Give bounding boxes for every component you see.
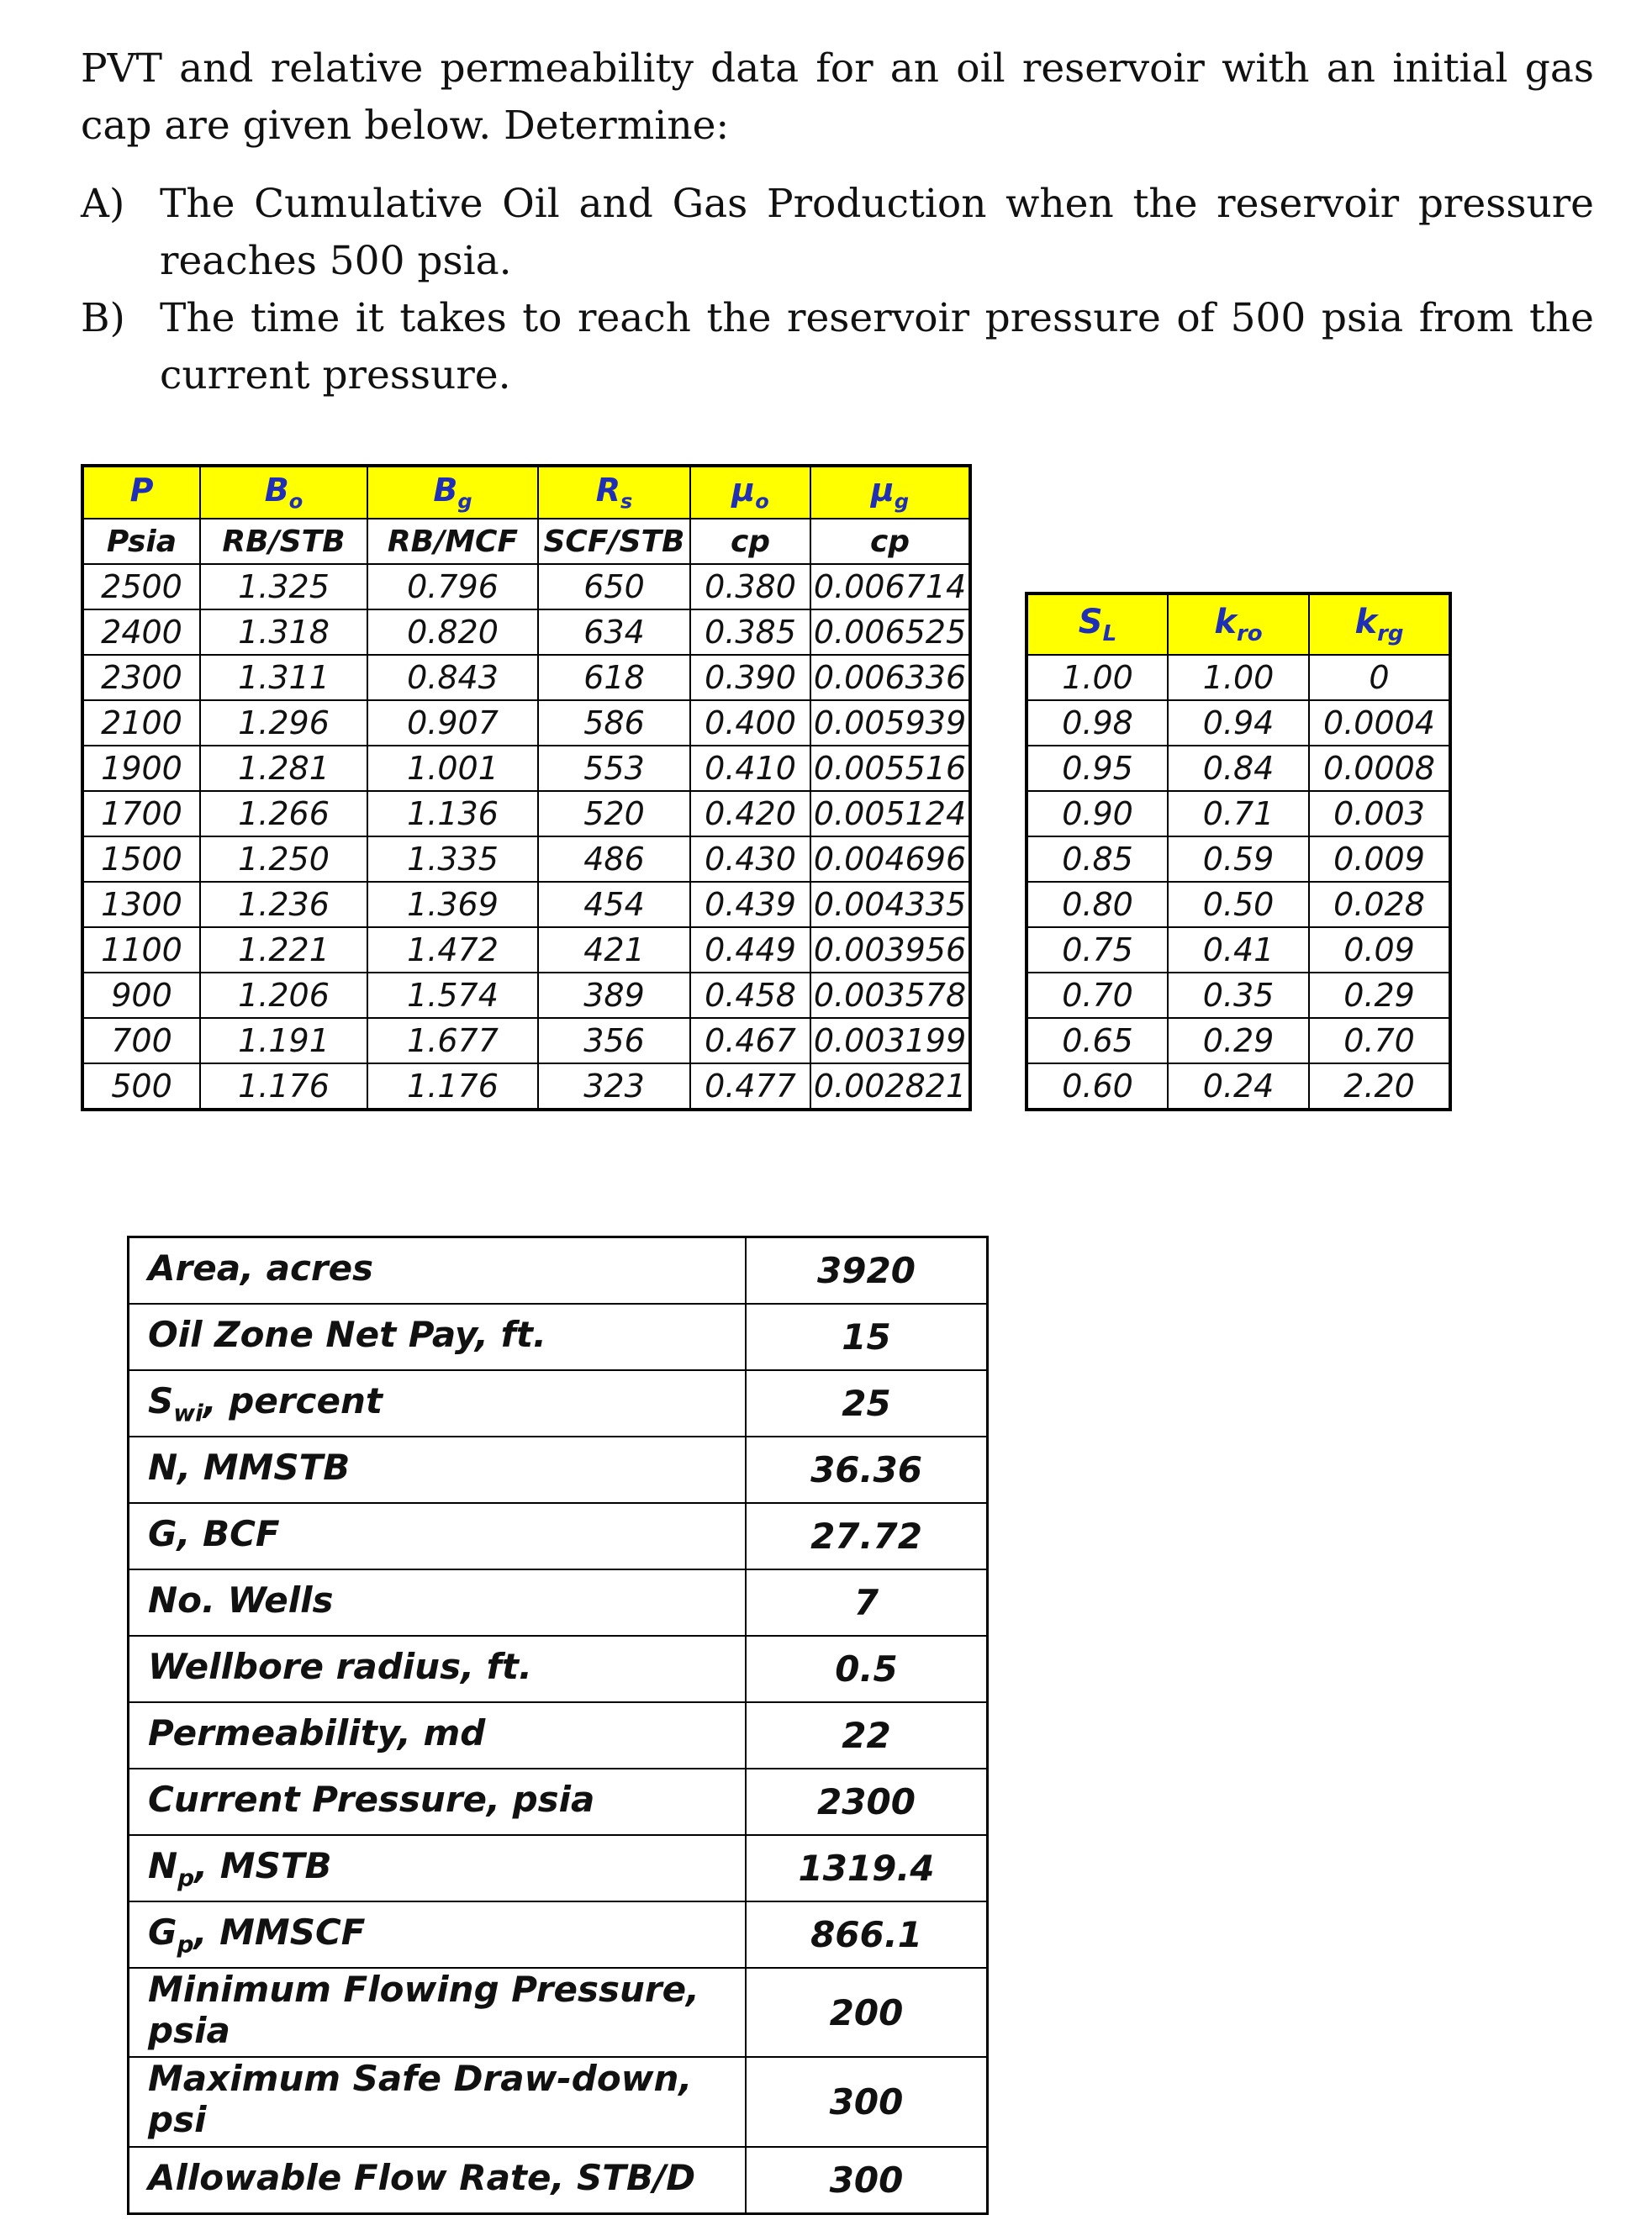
property-name-text: S	[148, 1379, 174, 1421]
pvt-row	[82, 655, 970, 700]
pvt-row	[82, 564, 970, 609]
pvt-cell: 634	[538, 609, 690, 655]
pvt-row	[82, 791, 970, 836]
pvt-unit-cell: RB/STB	[200, 519, 367, 564]
pvt-cell: 0.002821	[810, 1063, 970, 1110]
property-name	[129, 1968, 747, 2057]
pvt-cell: 1.335	[367, 836, 538, 882]
pvt-cell: 1500	[82, 836, 200, 882]
relperm-cell: 0.0004	[1309, 700, 1450, 746]
pvt-cell: 1.001	[367, 746, 538, 791]
pvt-cell: 1.369	[367, 882, 538, 927]
header-subscript: s	[620, 489, 633, 514]
relperm-cell: 0.84	[1168, 746, 1309, 791]
header-symbol: μ	[870, 472, 895, 509]
property-name	[129, 1769, 747, 1835]
relperm-cell: 0.80	[1027, 882, 1168, 927]
pvt-cell: 618	[538, 655, 690, 700]
property-value: 15	[746, 1304, 988, 1370]
pvt-cell: 0.006714	[810, 564, 970, 609]
intro-text: PVT and relative permeability data for an oil reservoir with an initial gas cap are given below. Determine:	[81, 45, 1594, 149]
relperm-row	[1027, 700, 1450, 746]
relperm-row	[1027, 1018, 1450, 1063]
pvt-cell: 0.449	[690, 927, 810, 973]
pvt-row	[82, 836, 970, 882]
property-name	[129, 1237, 747, 1305]
pvt-header-1	[200, 466, 367, 519]
pvt-cell: 1.221	[200, 927, 367, 973]
property-value: 25	[746, 1370, 988, 1437]
relperm-cell: 1.00	[1027, 655, 1168, 700]
header-symbol: μ	[731, 472, 756, 509]
relperm-cell: 0.98	[1027, 700, 1168, 746]
reservoir-properties-table	[127, 1236, 989, 2215]
relperm-cell: 0.95	[1027, 746, 1168, 791]
relperm-row	[1027, 882, 1450, 927]
property-name-text: Maximum Safe Draw-down, psi	[148, 2058, 693, 2141]
pvt-cell: 0.003199	[810, 1018, 970, 1063]
pvt-cell: 1.176	[367, 1063, 538, 1110]
pvt-header-4	[690, 466, 810, 519]
pvt-cell: 0.820	[367, 609, 538, 655]
pvt-cell: 520	[538, 791, 690, 836]
pvt-cell: 1.296	[200, 700, 367, 746]
property-name-text: Area, acres	[148, 1247, 374, 1289]
relperm-cell: 0.29	[1309, 973, 1450, 1018]
relperm-cell: 0.24	[1168, 1063, 1309, 1110]
property-value: 300	[746, 2147, 988, 2214]
property-name	[129, 1503, 747, 1569]
pvt-cell: 1.325	[200, 564, 367, 609]
pvt-header-0	[82, 466, 200, 519]
property-value: 1319.4	[746, 1835, 988, 1901]
property-value: 36.36	[746, 1437, 988, 1503]
relperm-row	[1027, 836, 1450, 882]
relperm-cell: 0.35	[1168, 973, 1309, 1018]
property-name-text: Allowable Flow Rate, STB/D	[148, 2156, 696, 2198]
pvt-cell: 454	[538, 882, 690, 927]
header-symbol: S	[1078, 603, 1103, 641]
relperm-cell: 0.29	[1168, 1018, 1309, 1063]
relperm-cell: 0.009	[1309, 836, 1450, 882]
header-symbol: R	[595, 472, 620, 509]
pvt-cell: 500	[82, 1063, 200, 1110]
pvt-unit-cell: cp	[690, 519, 810, 564]
property-row	[129, 1968, 988, 2057]
pvt-cell: 1.206	[200, 973, 367, 1018]
pvt-cell: 586	[538, 700, 690, 746]
pvt-cell: 421	[538, 927, 690, 973]
property-value: 27.72	[746, 1503, 988, 1569]
relperm-header-1	[1168, 593, 1309, 655]
property-name	[129, 1370, 747, 1437]
pvt-cell: 1.311	[200, 655, 367, 700]
pvt-cell: 0.390	[690, 655, 810, 700]
property-row	[129, 2147, 988, 2214]
property-name-text: G	[148, 1911, 177, 1953]
property-name-suffix: , MSTB	[194, 1844, 332, 1886]
property-name	[129, 1702, 747, 1769]
pvt-cell: 0.385	[690, 609, 810, 655]
pvt-units-row	[82, 519, 970, 564]
question-a	[81, 176, 1594, 290]
property-name	[129, 2147, 747, 2214]
relperm-cell: 0.59	[1168, 836, 1309, 882]
pvt-cell: 0.907	[367, 700, 538, 746]
relperm-cell: 0.71	[1168, 791, 1309, 836]
pvt-cell: 1.250	[200, 836, 367, 882]
property-name-text: Minimum Flowing Pressure, psia	[148, 1969, 700, 2051]
pvt-cell: 1700	[82, 791, 200, 836]
pvt-row	[82, 882, 970, 927]
property-row	[129, 1370, 988, 1437]
pvt-cell: 1.176	[200, 1063, 367, 1110]
property-name	[129, 1437, 747, 1503]
header-subscript: g	[894, 489, 910, 514]
property-name-text: N	[148, 1844, 178, 1886]
pvt-header-3	[538, 466, 690, 519]
pvt-cell: 0.400	[690, 700, 810, 746]
pvt-cell: 1.677	[367, 1018, 538, 1063]
pvt-cell: 1.281	[200, 746, 367, 791]
property-row	[129, 1237, 988, 1305]
pvt-header-2	[367, 466, 538, 519]
property-name-text: G, BCF	[148, 1512, 280, 1554]
pvt-cell: 389	[538, 973, 690, 1018]
pvt-cell: 486	[538, 836, 690, 882]
relperm-header-2	[1309, 593, 1450, 655]
pvt-cell: 553	[538, 746, 690, 791]
relperm-cell: 0.75	[1027, 927, 1168, 973]
property-row	[129, 1304, 988, 1370]
property-name-text: Permeability, md	[148, 1711, 486, 1753]
pvt-cell: 1900	[82, 746, 200, 791]
relperm-cell: 0.50	[1168, 882, 1309, 927]
pvt-cell: 0.005124	[810, 791, 970, 836]
property-name-text: Wellbore radius, ft.	[148, 1645, 532, 1687]
property-name	[129, 1304, 747, 1370]
pvt-unit-cell: Psia	[82, 519, 200, 564]
relperm-row	[1027, 746, 1450, 791]
property-name-subscript: p	[177, 1864, 195, 1892]
property-value: 2300	[746, 1769, 988, 1835]
property-name-text: No. Wells	[148, 1579, 334, 1621]
pvt-cell: 1.318	[200, 609, 367, 655]
relperm-cell: 0.65	[1027, 1018, 1168, 1063]
relperm-cell: 0.09	[1309, 927, 1450, 973]
property-value: 7	[746, 1569, 988, 1636]
header-symbol: B	[433, 472, 458, 509]
header-subscript: o	[755, 489, 769, 514]
pvt-unit-cell: cp	[810, 519, 970, 564]
pvt-row	[82, 927, 970, 973]
property-value: 22	[746, 1702, 988, 1769]
property-name-subscript: wi	[173, 1399, 203, 1427]
pvt-cell: 356	[538, 1018, 690, 1063]
property-name-subscript: p	[177, 1930, 194, 1959]
property-row	[129, 1503, 988, 1569]
header-subscript: o	[288, 489, 303, 514]
pvt-row	[82, 700, 970, 746]
pvt-row	[82, 973, 970, 1018]
property-value: 200	[746, 1968, 988, 2057]
pvt-cell: 0.004696	[810, 836, 970, 882]
question-b	[81, 290, 1594, 404]
property-name-text: N, MMSTB	[148, 1446, 351, 1488]
property-row	[129, 1835, 988, 1901]
pvt-cell: 1100	[82, 927, 200, 973]
relperm-cell: 0.85	[1027, 836, 1168, 882]
relperm-header-0	[1027, 593, 1168, 655]
pvt-cell: 700	[82, 1018, 200, 1063]
pvt-cell: 323	[538, 1063, 690, 1110]
pvt-cell: 1.574	[367, 973, 538, 1018]
pvt-cell: 0.458	[690, 973, 810, 1018]
properties-body	[129, 1237, 988, 2214]
relperm-cell: 1.00	[1168, 655, 1309, 700]
question-text: The time it takes to reach the reservoir pressure of 500 psia from the current pressure.	[160, 295, 1594, 398]
property-row	[129, 1769, 988, 1835]
pvt-cell: 0.004335	[810, 882, 970, 927]
property-row	[129, 2057, 988, 2146]
header-subscript: ro	[1236, 621, 1263, 646]
relperm-cell: 0.70	[1309, 1018, 1450, 1063]
pvt-cell: 0.843	[367, 655, 538, 700]
property-row	[129, 1702, 988, 1769]
property-name	[129, 2057, 747, 2146]
pvt-cell: 2100	[82, 700, 200, 746]
question-text: The Cumulative Oil and Gas Production when the reservoir pressure reaches 500 psia.	[160, 181, 1594, 284]
pvt-cell: 0.005939	[810, 700, 970, 746]
property-name-text: Current Pressure, psia	[148, 1778, 595, 1820]
header-subscript: L	[1102, 621, 1117, 646]
relperm-row	[1027, 1063, 1450, 1110]
pvt-cell: 0.430	[690, 836, 810, 882]
header-symbol: k	[1354, 603, 1378, 641]
pvt-cell: 1300	[82, 882, 200, 927]
property-row	[129, 1636, 988, 1702]
pvt-cell: 0.410	[690, 746, 810, 791]
question-label: B)	[81, 295, 125, 341]
question-label: A)	[81, 181, 125, 227]
property-name-suffix: , percent	[203, 1379, 383, 1421]
property-name-suffix: , MMSCF	[193, 1911, 366, 1953]
pvt-cell: 1.266	[200, 791, 367, 836]
header-symbol: P	[129, 472, 154, 509]
property-name	[129, 1636, 747, 1702]
pvt-cell: 0.006525	[810, 609, 970, 655]
relperm-cell: 0.003	[1309, 791, 1450, 836]
property-name	[129, 1835, 747, 1901]
pvt-cell: 0.005516	[810, 746, 970, 791]
header-subscript: g	[457, 489, 472, 514]
pvt-unit-cell: SCF/STB	[538, 519, 690, 564]
pvt-cell: 0.439	[690, 882, 810, 927]
property-row	[129, 1569, 988, 1636]
pvt-row	[82, 1018, 970, 1063]
header-subscript: rg	[1377, 621, 1404, 646]
relperm-body	[1027, 655, 1450, 1110]
pvt-cell: 0.796	[367, 564, 538, 609]
pvt-cell: 1.136	[367, 791, 538, 836]
property-value: 3920	[746, 1237, 988, 1305]
pvt-cell: 0.003956	[810, 927, 970, 973]
property-value: 866.1	[746, 1901, 988, 1968]
pvt-cell: 0.467	[690, 1018, 810, 1063]
relperm-cell: 0.70	[1027, 973, 1168, 1018]
relperm-cell: 0.0008	[1309, 746, 1450, 791]
pvt-cell: 0.477	[690, 1063, 810, 1110]
pvt-cell: 0.003578	[810, 973, 970, 1018]
pvt-header-5	[810, 466, 970, 519]
relperm-row	[1027, 927, 1450, 973]
pvt-cell: 0.380	[690, 564, 810, 609]
pvt-cell: 2300	[82, 655, 200, 700]
pvt-body	[82, 564, 970, 1110]
pvt-cell: 1.191	[200, 1018, 367, 1063]
pvt-table	[81, 464, 972, 1111]
pvt-cell: 0.006336	[810, 655, 970, 700]
relperm-cell: 2.20	[1309, 1063, 1450, 1110]
relperm-row	[1027, 791, 1450, 836]
relperm-cell: 0.60	[1027, 1063, 1168, 1110]
pvt-row	[82, 746, 970, 791]
relperm-table	[1025, 592, 1452, 1111]
relperm-cell: 0.028	[1309, 882, 1450, 927]
pvt-row	[82, 609, 970, 655]
header-symbol: B	[264, 472, 289, 509]
pvt-cell: 0.420	[690, 791, 810, 836]
property-name	[129, 1569, 747, 1636]
pvt-unit-cell: RB/MCF	[367, 519, 538, 564]
problem-statement	[81, 40, 1594, 155]
property-name	[129, 1901, 747, 1968]
relperm-cell: 0.90	[1027, 791, 1168, 836]
header-symbol: k	[1214, 603, 1237, 641]
relperm-header-row	[1027, 593, 1450, 655]
pvt-cell: 650	[538, 564, 690, 609]
pvt-header-row	[82, 466, 970, 519]
relperm-cell: 0.41	[1168, 927, 1309, 973]
property-value: 0.5	[746, 1636, 988, 1702]
relperm-cell: 0.94	[1168, 700, 1309, 746]
relperm-row	[1027, 655, 1450, 700]
pvt-row	[82, 1063, 970, 1110]
property-row	[129, 1901, 988, 1968]
pvt-cell: 2500	[82, 564, 200, 609]
pvt-cell: 900	[82, 973, 200, 1018]
property-name-text: Oil Zone Net Pay, ft.	[148, 1313, 546, 1355]
pvt-cell: 1.236	[200, 882, 367, 927]
relperm-row	[1027, 973, 1450, 1018]
property-value: 300	[746, 2057, 988, 2146]
pvt-cell: 2400	[82, 609, 200, 655]
property-row	[129, 1437, 988, 1503]
pvt-cell: 1.472	[367, 927, 538, 973]
relperm-cell: 0	[1309, 655, 1450, 700]
